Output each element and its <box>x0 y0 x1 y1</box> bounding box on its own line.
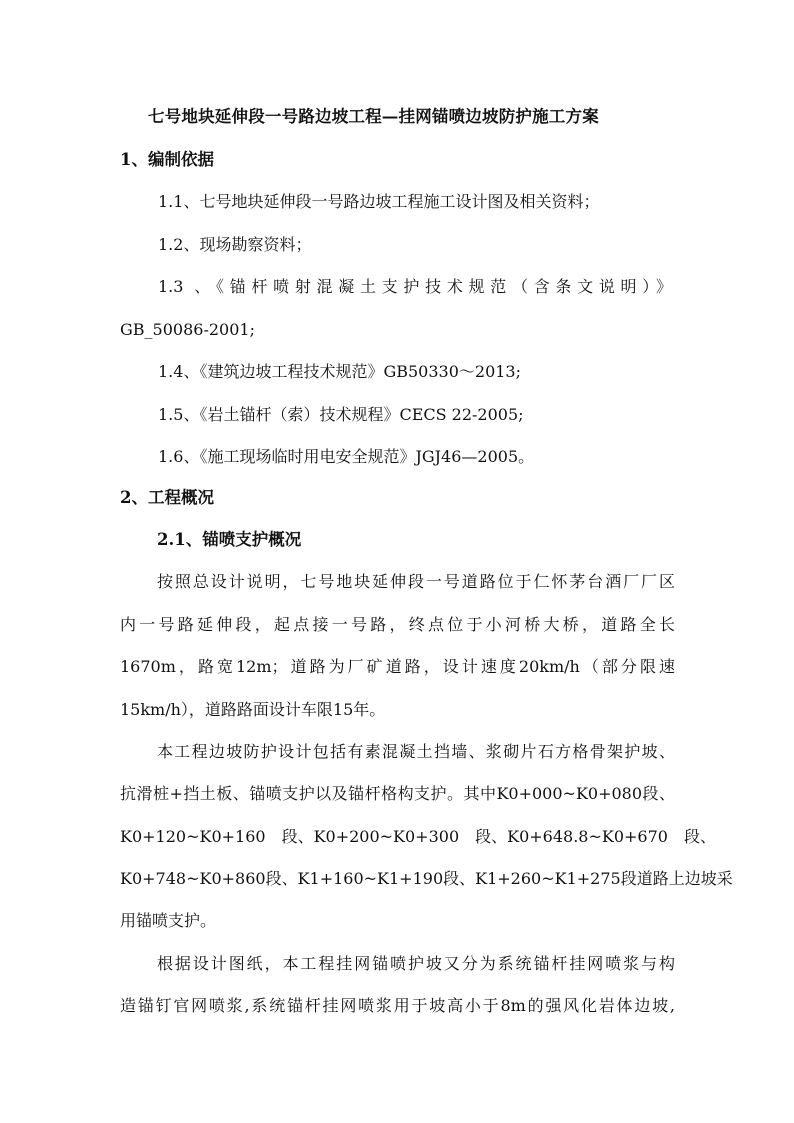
basis-item-1-1: 1.1、七号地块延伸段一号路边坡工程施工设计图及相关资料； <box>158 192 600 211</box>
overview-paragraph-line: 15km/h），道路路面设计车限15年。 <box>120 700 386 719</box>
section-1-heading: 1、编制依据 <box>120 150 214 169</box>
basis-item-1-2: 1.2、现场勘察资料； <box>158 235 312 254</box>
scope-paragraph-line: 用锚喷支护。 <box>120 911 217 930</box>
basis-item-1-5: 1.5、《岩土锚杆（索）技术规程》CECS 22-2005; <box>158 405 524 424</box>
scope-paragraph-line: K0+120~K0+160 段、K0+200~K0+300 段、K0+648.8~K0+670 段、 <box>120 827 716 846</box>
document-title: 七号地块延伸段一号路边坡工程—挂网锚喷边坡防护施工方案 <box>148 107 599 126</box>
scope-paragraph-line: K0+748~K0+860段、K1+160~K1+190段、K1+260~K1+275段道路上边坡采 <box>120 869 733 888</box>
design-paragraph-line: 造锚钉官网喷浆,系统锚杆挂网喷浆用于坡高小于8m的强风化岩体边坡, <box>120 996 675 1015</box>
basis-item-1-3: 1.3 、《锚杆喷射混凝土支护技术规范（含条文说明）》 <box>158 277 672 296</box>
scope-paragraph-line: 本工程边坡防护设计包括有素混凝土挡墙、浆砌片石方格骨架护坡、 <box>157 742 675 761</box>
section-2-heading: 2、工程概况 <box>120 488 214 507</box>
subsection-2-1-heading: 2.1、锚喷支护概况 <box>157 530 302 549</box>
overview-paragraph-line: 按照总设计说明，七号地块延伸段一号道路位于仁怀茅台酒厂厂区 <box>157 572 675 591</box>
design-paragraph-line: 根据设计图纸，本工程挂网锚喷护坡又分为系统锚杆挂网喷浆与构 <box>157 954 675 973</box>
basis-item-1-4: 1.4、《建筑边坡工程技术规范》GB50330～2013; <box>158 362 521 381</box>
overview-paragraph-line: 1670m，路宽12m；道路为厂矿道路，设计速度20km/h（部分限速 <box>120 657 675 676</box>
scope-paragraph-line: 抗滑桩+挡土板、锚喷支护以及锚杆格构支护。其中K0+000~K0+080段、 <box>120 784 675 803</box>
basis-item-1-3-continued: GB_50086-2001; <box>120 320 255 339</box>
basis-item-1-6: 1.6、《施工现场临时用电安全规范》JGJ46—2005。 <box>158 447 535 466</box>
overview-paragraph-line: 内一号路延伸段，起点接一号路，终点位于小河桥大桥，道路全长 <box>120 615 675 634</box>
